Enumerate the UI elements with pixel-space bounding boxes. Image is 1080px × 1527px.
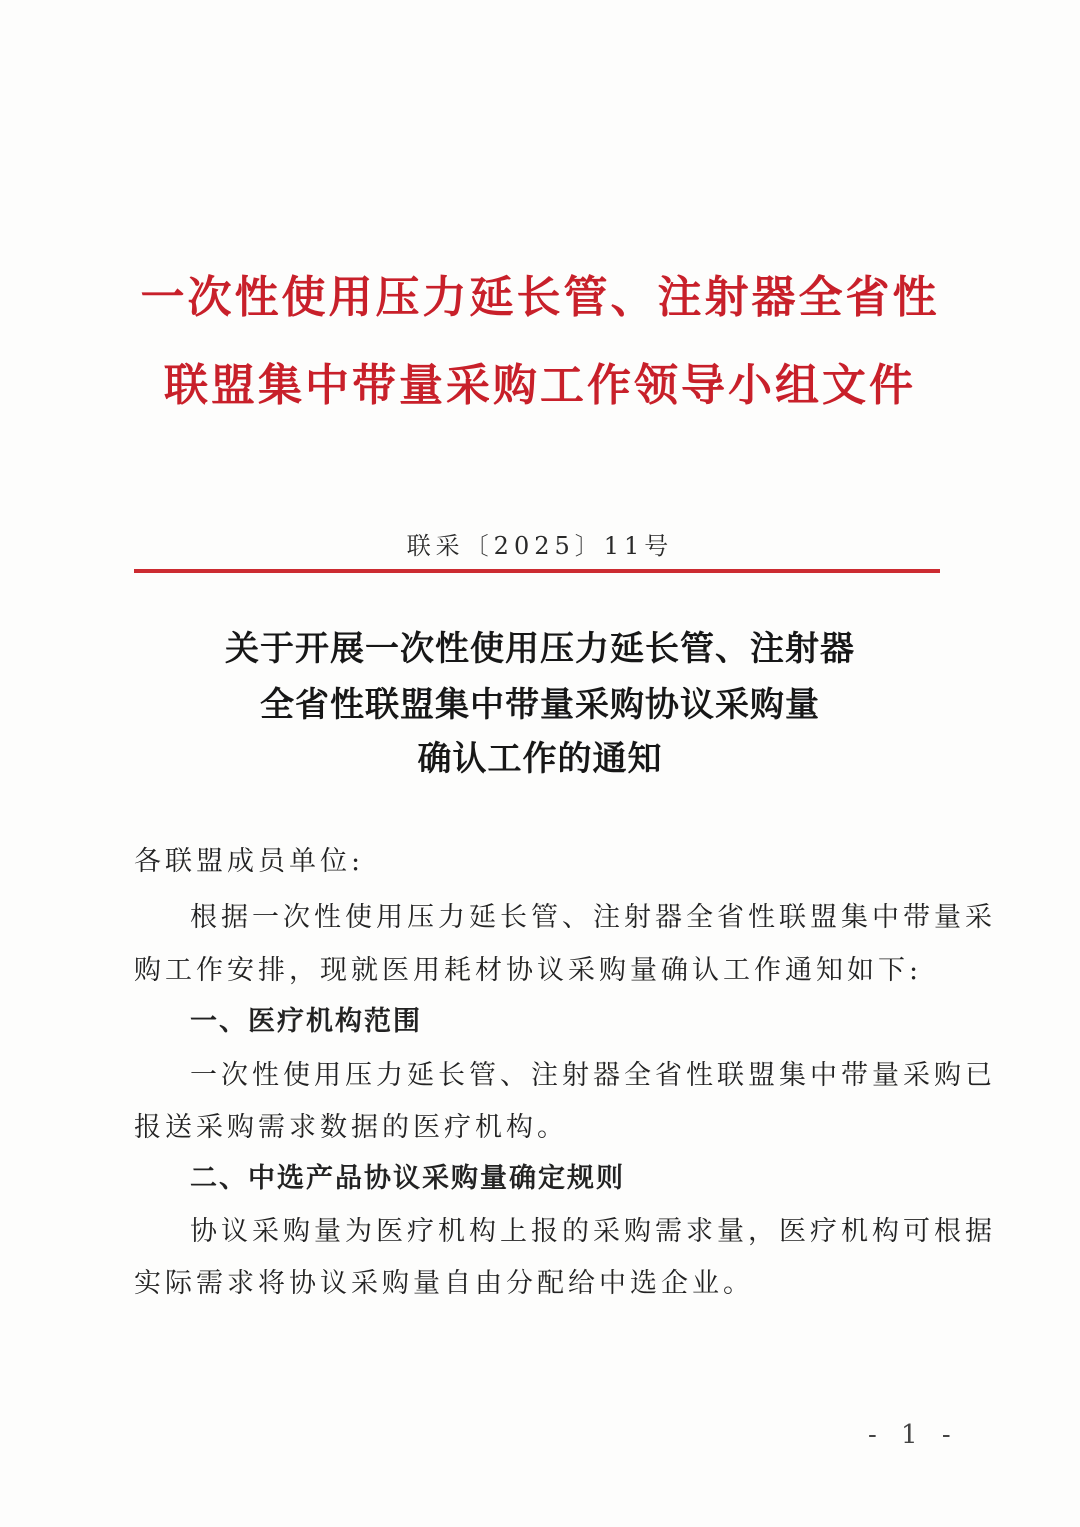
notice-title-line-2: 全省性联盟集中带量采购协议采购量 xyxy=(260,685,820,725)
red-divider-rule xyxy=(134,569,940,573)
section-1-line-2: 报送采购需求数据的医疗机构。 xyxy=(134,1112,568,1143)
section-1-line-1: 一次性使用压力延长管、注射器全省性联盟集中带量采购已 xyxy=(190,1060,996,1091)
issuer-header-line-2: 联盟集中带量采购工作领导小组文件 xyxy=(164,360,916,411)
issuer-header-line-1: 一次性使用压力延长管、注射器全省性 xyxy=(140,272,940,323)
page-number: - 1 - xyxy=(868,1420,959,1450)
section-2-line-2: 实际需求将协议采购量自由分配给中选企业。 xyxy=(134,1268,754,1299)
document-number: 联采〔2025〕11号 xyxy=(406,532,674,560)
salutation: 各联盟成员单位: xyxy=(134,846,365,877)
section-2-heading: 二、中选产品协议采购量确定规则 xyxy=(190,1163,625,1194)
section-1-heading: 一、医疗机构范围 xyxy=(190,1006,422,1037)
section-2-line-1: 协议采购量为医疗机构上报的采购需求量，医疗机构可根据 xyxy=(190,1216,996,1247)
intro-paragraph-line-2: 购工作安排，现就医用耗材协议采购量确认工作通知如下: xyxy=(134,955,923,986)
notice-title-line-3: 确认工作的通知 xyxy=(417,739,663,779)
intro-paragraph-line-1: 根据一次性使用压力延长管、注射器全省性联盟集中带量采 xyxy=(190,902,996,933)
notice-title-line-1: 关于开展一次性使用压力延长管、注射器 xyxy=(225,629,855,669)
